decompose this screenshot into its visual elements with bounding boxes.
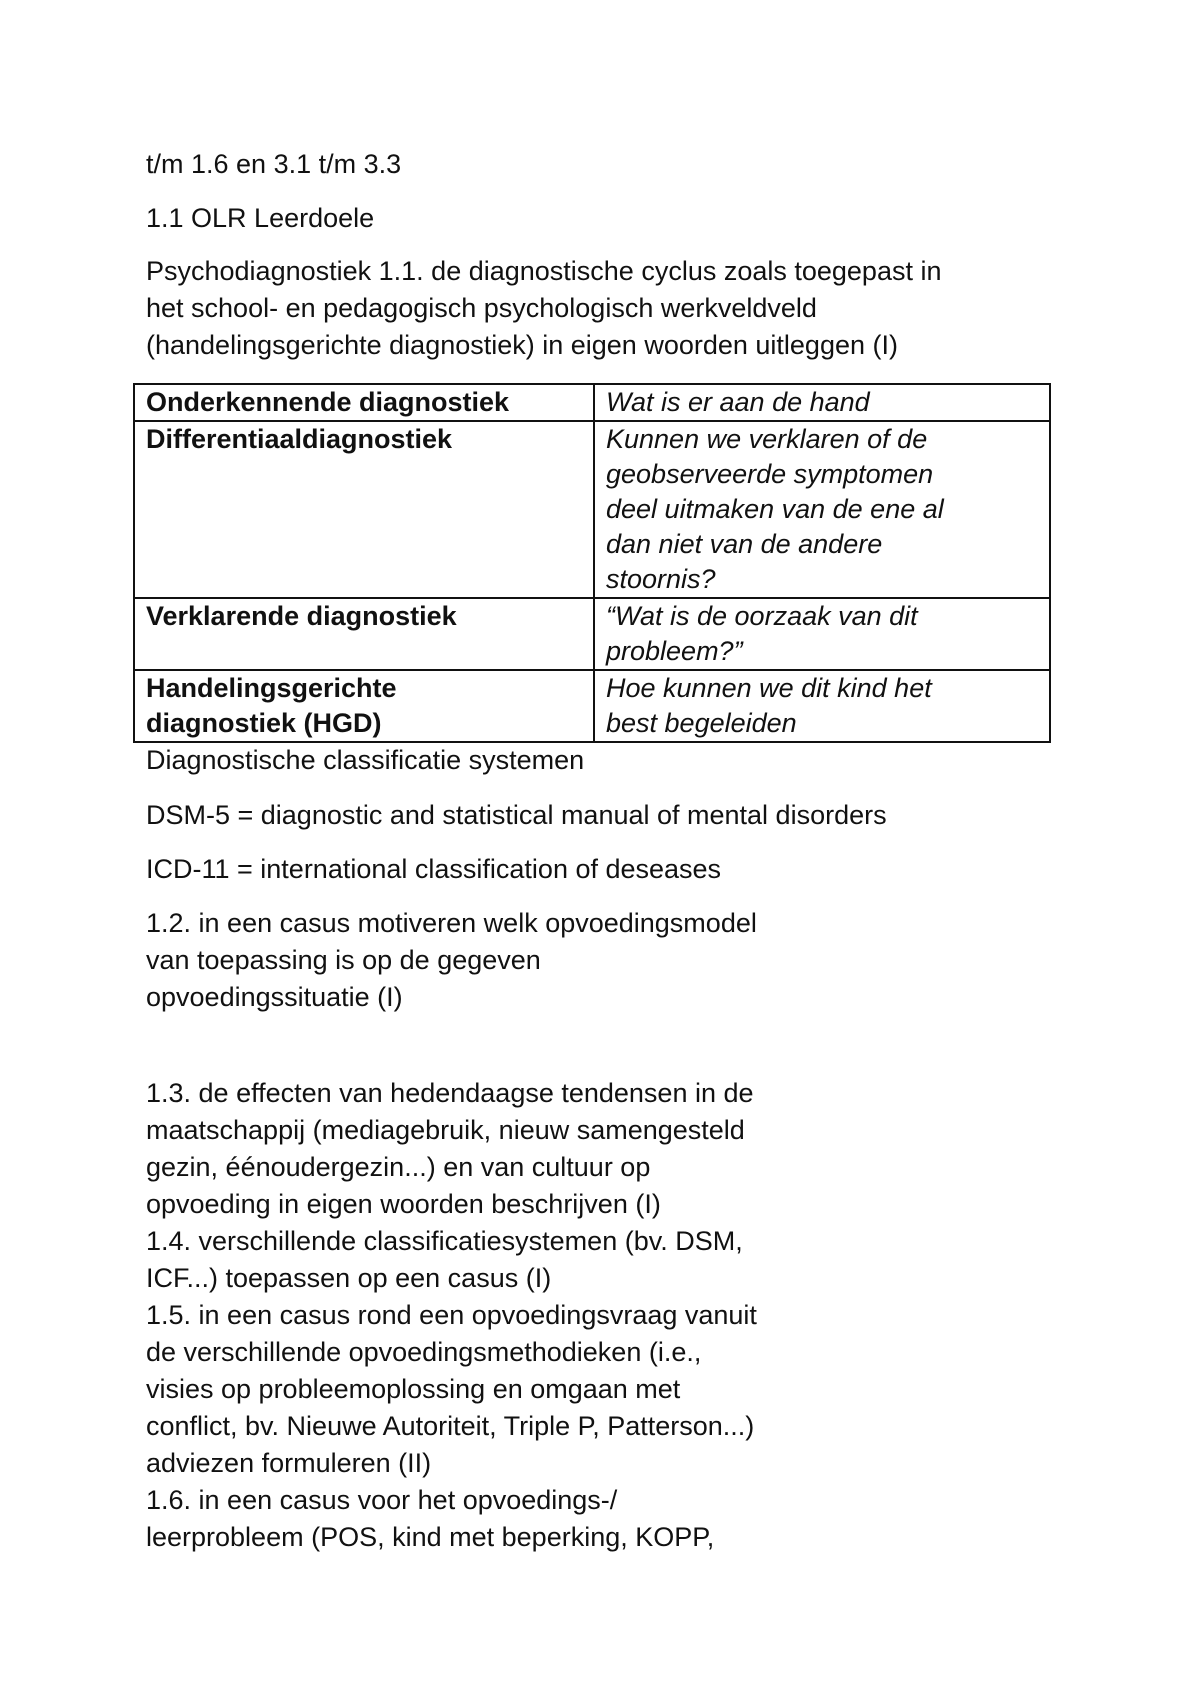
table-row bbox=[134, 670, 1050, 742]
table-cell-term: Verklarende diagnostiek bbox=[134, 598, 594, 670]
table-cell-term: Handelingsgerichte diagnostiek (HGD) bbox=[134, 670, 594, 742]
classification-title: Diagnostische classificatie systemen bbox=[146, 745, 585, 775]
table-cell-description: Wat is er aan de hand bbox=[594, 384, 1050, 421]
learning-goal-1-2: 1.2. in een casus motiveren welk opvoedingsmodel van toepassing is op de gegeven opvoedingssituatie (I) bbox=[146, 908, 757, 1012]
table-cell-term: Differentiaaldiagnostiek bbox=[134, 421, 594, 598]
intro-paragraph: Psychodiagnostiek 1.1. de diagnostische cyclus zoals toegepast in het school- en pedagogisch psychologisch werkveldveld (handelingsgerichte diagnostiek) in eigen woorden uitleggen (I) bbox=[146, 256, 942, 360]
table-cell-description: “Wat is de oorzaak van dit probleem?” bbox=[594, 598, 1050, 670]
table-row bbox=[134, 384, 1050, 421]
table-cell-description: Hoe kunnen we dit kind het best begeleiden bbox=[594, 670, 1050, 742]
icd-definition: ICD-11 = international classification of deseases bbox=[146, 854, 722, 884]
table-row bbox=[134, 421, 1050, 598]
table-row bbox=[134, 598, 1050, 670]
table-cell-description: Kunnen we verklaren of de geobserveerde symptomen deel uitmaken van de ene al dan niet van de andere stoornis? bbox=[594, 421, 1050, 598]
learning-goals-1-3-to-1-6: 1.3. de effecten van hedendaagse tendensen in de maatschappij (mediagebruik, nieuw samengesteld gezin, éénoudergezin...) en van cultuur op opvoeding in eigen woorden beschrijven (I) 1.4. verschillende classificatiesystemen (bv. DSM, ICF...) toepassen op een casus (I) 1.5. in een casus rond een opvoedingsvraag vanuit de verschillende opvoedingsmethodieken (i.e., visies op probleemoplossing en omgaan met conflict, bv. Nieuwe Autoriteit, Triple P, Patterson...) adviezen formuleren (II) 1.6. in een casus voor het opvoedings-/ leerprobleem (POS, kind met beperking, KOPP, bbox=[146, 1078, 757, 1552]
section-subheading: 1.1 OLR Leerdoele bbox=[146, 203, 375, 233]
document-heading: t/m 1.6 en 3.1 t/m 3.3 bbox=[146, 149, 402, 179]
table-cell-term: Onderkennende diagnostiek bbox=[134, 384, 594, 421]
dsm-definition: DSM-5 = diagnostic and statistical manual of mental disorders bbox=[146, 800, 887, 830]
diagnostics-table bbox=[133, 383, 1051, 743]
